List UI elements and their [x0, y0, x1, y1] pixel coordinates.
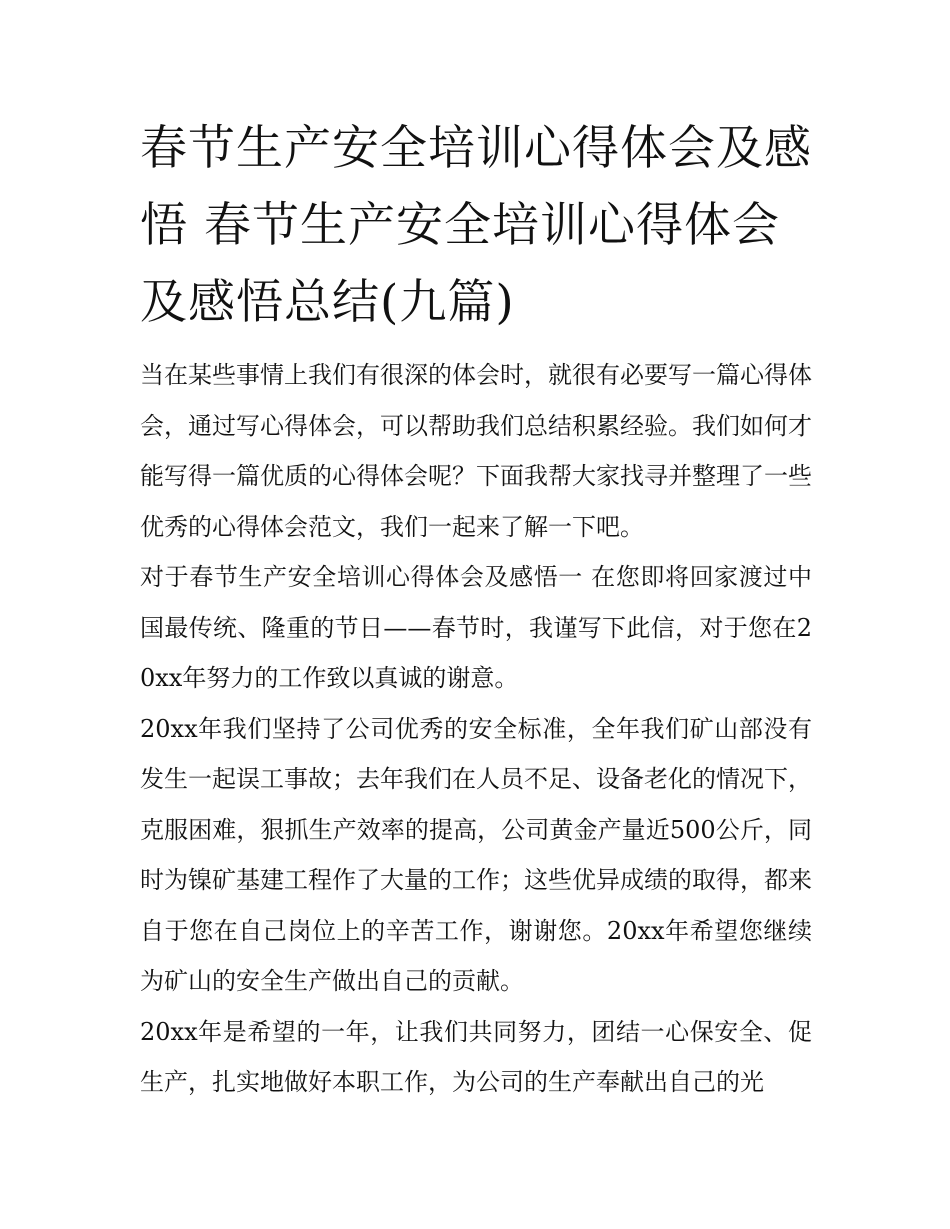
paragraph-achievements: 20xx年我们坚持了公司优秀的安全标准，全年我们矿山部没有发生一起误工事故；去年我们在人员不足、设备老化的情况下，克服困难，狠抓生产效率的提高，公司黄金产量近500公斤，同时为镍矿基建工程作了大量的工作；这些优异成绩的取得，都来自于您在自己岗位上的辛苦工作，谢谢您。20xx年希望您继续为矿山的安全生产做出自己的贡献。: [140, 714, 812, 995]
paragraph-letter-opening: 对于春节生产安全培训心得体会及感悟一 在您即将回家渡过中国最传统、隆重的节日——春节时，我谨写下此信，对于您在20xx年努力的工作致以真诚的谢意。: [140, 563, 812, 692]
document-content: [140, 110, 812, 1108]
paragraph-hope: 20xx年是希望的一年，让我们共同努力，团结一心保安全、促生产，扎实地做好本职工作，为公司的生产奉献出自己的光: [140, 1017, 812, 1096]
document-title: 春节生产安全培训心得体会及感悟 春节生产安全培训心得体会及感悟总结(九篇): [140, 121, 812, 330]
paragraph-intro: 当在某些事情上我们有很深的体会时，就很有必要写一篇心得体会，通过写心得体会，可以帮助我们总结积累经验。我们如何才能写得一篇优质的心得体会呢？下面我帮大家找寻并整理了一些优秀的心得体会范文，我们一起来了解一下吧。: [140, 361, 812, 541]
